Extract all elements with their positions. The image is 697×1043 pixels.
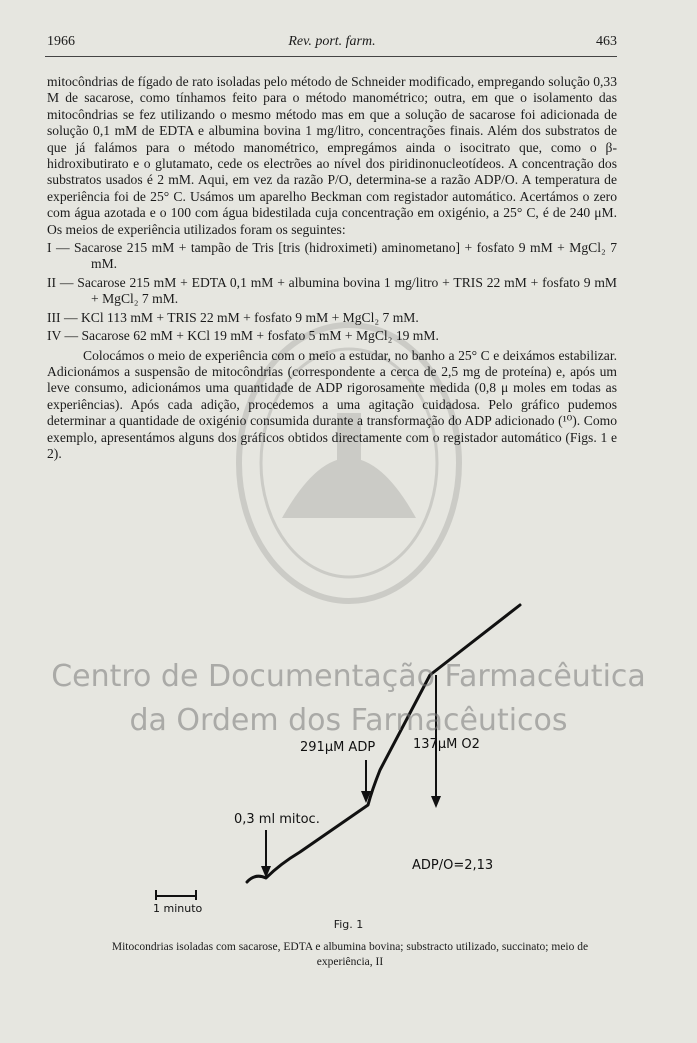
ratio-label: ADP/O=2,13 [412,858,494,873]
header-journal: Rev. port. farm. [288,34,376,49]
scale-label: 1 minuto [153,902,203,915]
watermark-line: Centro de Documentação Farmacêutica [51,659,646,694]
running-header [47,34,617,54]
paragraph: mitocôndrias de fígado de rato isoladas pelo método de Schneider modificado, empregando solução 0,33 M de sacarose, como tínhamos feito para o método manométrico; outra, em que o isolamento das mitocôndrias se fez utilizando o mesmo método mas em que a solução de sacarose foi adicionada de solução 0,1 mM de EDTA e albumina bovina 1 mg/litro, concentrações finais. Além dos substratos de que já falámos para o método manométrico, empregámos ainda o isocitrato que, como o β-hidroxibutirato e o glutamato, cede os electrões ao nível dos piridinonucleotídeos. A concentração dos substratos usados é 2 mM. Aqui, em vez da razão P/O, determina-se a razão ADP/O. A temperatura de experiência foi de 25° C. Usámos um aparelho Beckman com registador automático. Acertámos o zero com água azotada e o 100 com água bidestilada cuja concentração em oxigénio, a 25° C, é de 240 μM. Os meios de experiência utilizados foram os seguintes: [47,74,617,237]
watermark [0,655,697,743]
watermark-line: da Ordem dos Farmacêuticos [129,703,568,738]
mitoc-label: 0,3 ml mitoc. [234,812,320,827]
figure-1 [140,590,560,930]
figure-caption: Mitocondrias isoladas com sacarose, EDTA e albumina bovina; substracto utilizado, succinato; meio de experiência, II [111,941,589,968]
header-year: 1966 [47,34,75,49]
paragraph: Colocámos o meio de experiência com o meio a estudar, no banho a 25° C e deixámos estabilizar. Adicionámos a suspensão de mitocôndrias (correspondente a cerca de 2,5 mg de proteína) e, após um leve consumo, adicionámos uma quantidade de ADP rigorosamente medida (0,8 μ moles em todas as experiências). Após cada adição, procedemos a uma agitação cuidadosa. Pelo gráfico pudemos determinar a quantidade de oxigénio consumida durante a transformação do ADP adicionado (¹⁰). Como exemplo, apresentámos alguns dos gráficos obtidos directamente com o registador automático (Figs. 1 e 2). [47,347,617,461]
medium-item: III — KCl 113 mM + TRIS 22 mM + fosfato 9 mM + MgCl₂ 7 mM. [47,309,419,325]
o2-label: 137μM O2 [413,737,480,752]
o2-arrowhead [431,796,441,808]
medium-item: IV — Sacarose 62 mM + KCl 19 mM + fosfato 5 mM + MgCl₂ 19 mM. [47,328,439,344]
oxygen-trace-plot [140,590,560,930]
header-rule [45,56,617,57]
page-number: 463 [596,34,617,49]
article-body [47,74,617,462]
adp-label: 291μM ADP [300,740,376,755]
figure-number: Fig. 1 [333,918,364,931]
medium-item: II — Sacarose 215 mM + EDTA 0,1 mM + albumina bovina 1 mg/litro + TRIS 22 mM + fosfato 9 mM + MgCl₂ 7 mM. [47,274,617,307]
medium-item: I — Sacarose 215 mM + tampão de Tris [tris (hidroximeti) aminometano] + fosfato 9 mM + MgCl₂ 7 mM. [47,240,617,272]
